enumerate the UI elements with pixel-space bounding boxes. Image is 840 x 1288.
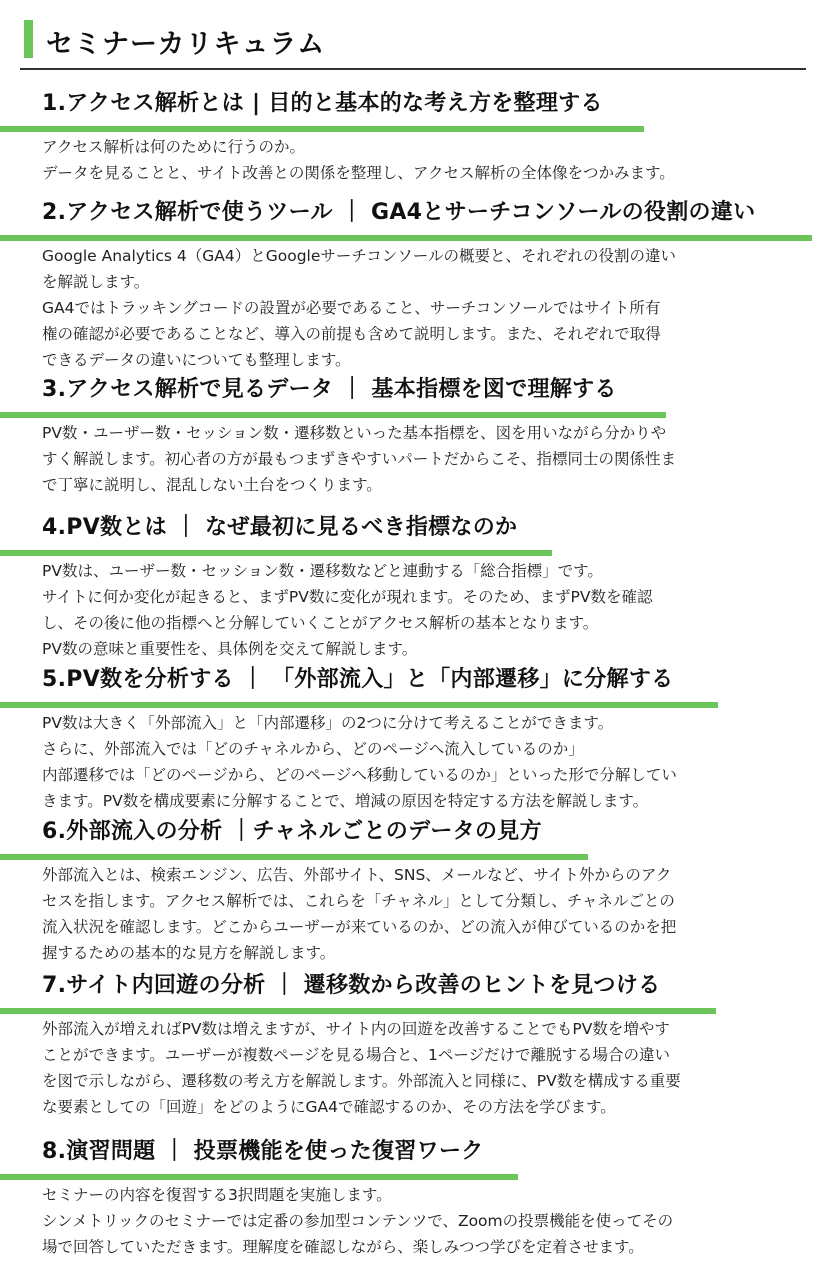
section-heading-text: 6.外部流入の分析 ｜チャネルごとのデータの見方 — [42, 819, 542, 844]
body-line: 握するための基本的な見方を解説します。 — [42, 944, 336, 962]
body-line: データを見ることと、サイト改善との関係を整理し、アクセス解析の全体像をつかみます。 — [42, 164, 675, 182]
body-line: できるデータの違いについても整理します。 — [42, 351, 351, 369]
section-heading — [0, 510, 552, 556]
section-heading-text: 8.演習問題 ｜ 投票機能を使った復習ワーク — [42, 1139, 484, 1164]
body-line: で丁寧に説明し、混乱しない土台をつくります。 — [42, 476, 382, 494]
body-line: 外部流入が増えればPV数は増えますが、サイト内の回遊を改善することでもPV数を増やす — [42, 1020, 670, 1038]
section-heading — [0, 814, 588, 860]
body-line: GA4ではトラッキングコードの設置が必要であること、サーチコンソールではサイト所有 — [42, 299, 661, 317]
section-heading-text: 5.PV数を分析する ｜ 「外部流入」と「内部遷移」に分解する — [42, 667, 674, 692]
section-heading — [0, 1134, 518, 1180]
section-body — [42, 243, 812, 373]
body-line: 内部遷移では「どのページから、どのページへ移動しているのか」といった形で分解してい — [42, 766, 677, 784]
body-line: シンメトリックのセミナーでは定番の参加型コンテンツで、Zoomの投票機能を使ってその — [42, 1212, 674, 1230]
body-line: PV数は大きく「外部流入」と「内部遷移」の2つに分けて考えることができます。 — [42, 714, 614, 732]
body-line: セスを指します。アクセス解析では、これらを「チャネル」として分類し、チャネルごとの — [42, 892, 675, 910]
section-heading-text: 2.アクセス解析で使うツール ｜ GA4とサーチコンソールの役割の違い — [42, 200, 756, 225]
body-line: を解説します。 — [42, 273, 150, 291]
section-body — [42, 134, 812, 186]
body-line: 場で回答していただきます。理解度を確認しながら、楽しみつつ学びを定着させます。 — [42, 1238, 644, 1256]
body-line: さらに、外部流入では「どのチャネルから、どのページへ流入しているのか」 — [42, 740, 584, 758]
section-body — [42, 710, 812, 814]
section-body — [42, 1182, 812, 1260]
section-heading — [0, 195, 812, 241]
body-line: セミナーの内容を復習する3択問題を実施します。 — [42, 1186, 392, 1204]
section-body — [42, 420, 812, 498]
body-line: ことができます。ユーザーが複数ページを見る場合と、1ページだけで離脱する場合の違い — [42, 1046, 671, 1064]
body-line: PV数の意味と重要性を、具体例を交えて解説します。 — [42, 640, 418, 658]
header-accent-bar — [24, 20, 33, 58]
section-heading — [0, 968, 716, 1014]
body-line: 権の確認が必要であることなど、導入の前提も含めて説明します。また、それぞれで取得 — [42, 325, 661, 343]
body-line: し、その後に他の指標へと分解していくことがアクセス解析の基本となります。 — [42, 614, 599, 632]
section-body — [42, 558, 812, 662]
section-heading-text: 3.アクセス解析で見るデータ ｜ 基本指標を図で理解する — [42, 377, 617, 402]
section-heading-text: 1.アクセス解析とは | 目的と基本的な考え方を整理する — [42, 91, 603, 116]
body-line: きます。PV数を構成要素に分解することで、増減の原因を特定する方法を解説します。 — [42, 792, 649, 810]
page-title: セミナーカリキュラム — [46, 29, 326, 60]
body-line: な要素としての「回遊」をどのようにGA4で確認するのか、その方法を学びます。 — [42, 1098, 616, 1116]
body-line: サイトに何か変化が起きると、まずPV数に変化が現れます。そのため、まずPV数を確認 — [42, 588, 653, 606]
body-line: PV数・ユーザー数・セッション数・遷移数といった基本指標を、図を用いながら分かりや — [42, 424, 667, 442]
body-line: を図で示しながら、遷移数の考え方を解説します。外部流入と同様に、PV数を構成する重要 — [42, 1072, 681, 1090]
section-heading — [0, 372, 666, 418]
page-header — [20, 16, 806, 70]
body-line: すく解説します。初心者の方が最もつまずきやすいパートだからこそ、指標同士の関係性ま — [42, 450, 676, 468]
section-heading — [0, 86, 644, 132]
section-heading-text: 4.PV数とは ｜ なぜ最初に見るべき指標なのか — [42, 515, 518, 540]
body-line: Google Analytics 4（GA4）とGoogleサーチコンソールの概要と、それぞれの役割の違い — [42, 247, 676, 265]
body-line: PV数は、ユーザー数・セッション数・遷移数などと連動する「総合指標」です。 — [42, 562, 603, 580]
body-line: 外部流入とは、検索エンジン、広告、外部サイト、SNS、メールなど、サイト外からのアク — [42, 866, 672, 884]
section-body — [42, 862, 812, 966]
section-heading-text: 7.サイト内回遊の分析 ｜ 遷移数から改善のヒントを見つける — [42, 973, 661, 998]
section-body — [42, 1016, 812, 1120]
body-line: アクセス解析は何のために行うのか。 — [42, 138, 306, 156]
section-heading — [0, 662, 718, 708]
body-line: 流入状況を確認します。どこからユーザーが来ているのか、どの流入が伸びているのかを把 — [42, 918, 677, 936]
